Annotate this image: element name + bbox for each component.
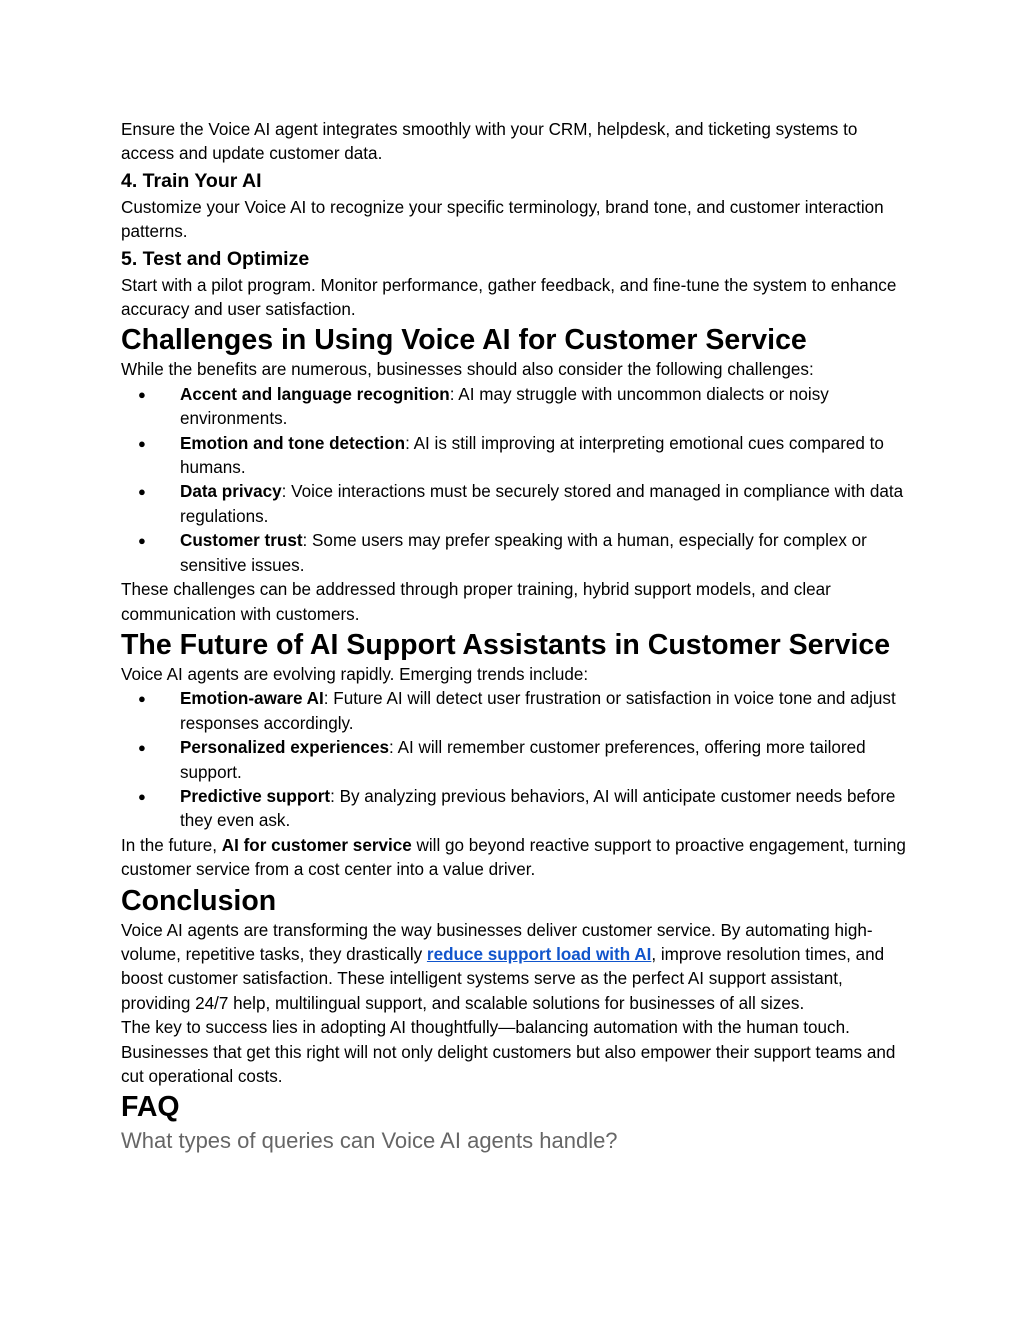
list-item-bold: Personalized experiences — [180, 738, 390, 758]
future-outro-start: In the future, — [121, 835, 222, 855]
challenges-heading: Challenges in Using Voice AI for Customer Service — [121, 324, 807, 357]
list-item-bold: Emotion and tone detection — [180, 433, 406, 453]
list-item-text: : AI is still improving at interpreting emotional cues compared to humans. — [180, 433, 884, 478]
challenges-list — [121, 383, 911, 578]
bullet-icon: ● — [138, 386, 146, 402]
bullet-icon: ● — [138, 533, 146, 549]
future-outro-end: will go beyond reactive support to proactive engagement, turning customer service from a cost center into a value driver. — [121, 835, 906, 880]
challenges-outro: These challenges can be addressed through proper training, hybrid support models, and clear communication with customers. — [121, 580, 831, 624]
list-item-text: : Voice interactions must be securely stored and managed in compliance with data regulations. — [180, 482, 904, 526]
future-outro-bold: AI for customer service — [221, 835, 412, 855]
list-item — [121, 687, 911, 736]
list-item-bold: Data privacy — [180, 482, 282, 502]
faq-question: What types of queries can Voice AI agents handle? — [121, 1128, 618, 1154]
list-item-text: : AI will remember customer preferences, offering more tailored support. — [180, 738, 866, 782]
step4-paragraph: Customize your Voice AI to recognize your specific terminology, brand tone, and customer interaction patterns. — [121, 197, 884, 242]
intro-paragraph: Ensure the Voice AI agent integrates smoothly with your CRM, helpdesk, and ticketing systems to access and update customer data. — [121, 120, 858, 164]
bullet-icon: ● — [138, 484, 146, 500]
list-item-bold: Accent and language recognition — [180, 384, 450, 404]
list-item-text: : By analyzing previous behaviors, AI will anticipate customer needs before they even ask. — [180, 786, 896, 831]
step5-heading: 5. Test and Optimize — [121, 247, 310, 270]
bullet-icon: ● — [138, 435, 146, 451]
list-item — [121, 529, 911, 578]
future-heading: The Future of AI Support Assistants in Customer Service — [121, 628, 891, 661]
step4-heading: 4. Train Your AI — [121, 169, 262, 192]
list-item — [121, 383, 911, 432]
future-outro — [121, 834, 911, 883]
bullet-icon: ● — [138, 788, 146, 804]
conclusion-p1-start: Voice AI agents are transforming the way businesses deliver customer service. By automating high-volume, repetitive tasks, they drastically — [121, 920, 873, 964]
conclusion-paragraph-1 — [121, 919, 911, 1017]
challenges-intro: While the benefits are numerous, businesses should also consider the following challenges: — [121, 360, 814, 380]
list-item — [121, 736, 911, 785]
bullet-icon: ● — [138, 691, 146, 707]
step5-paragraph: Start with a pilot program. Monitor performance, gather feedback, and fine-tune the system to enhance accuracy and user satisfaction. — [121, 275, 897, 320]
document-page — [121, 118, 911, 1157]
conclusion-paragraph-2: The key to success lies in adopting AI thoughtfully—balancing automation with the human touch. Businesses that get this right will not only delight customers but also empower their support teams and cut operational costs. — [121, 1018, 896, 1086]
list-item-text: : AI may struggle with uncommon dialects or noisy environments. — [180, 384, 829, 429]
list-item — [121, 785, 911, 834]
bullet-icon: ● — [138, 740, 146, 756]
list-item-text: : Some users may prefer speaking with a human, especially for complex or sensitive issues. — [180, 531, 867, 575]
list-item-bold: Emotion-aware AI — [180, 689, 324, 709]
list-item — [121, 432, 911, 481]
list-item-bold: Customer trust — [180, 531, 303, 551]
future-list — [121, 687, 911, 833]
list-item-bold: Predictive support — [180, 786, 331, 806]
conclusion-heading: Conclusion — [121, 884, 277, 917]
future-intro: Voice AI agents are evolving rapidly. Emerging trends include: — [121, 664, 589, 684]
conclusion-p1-end: , improve resolution times, and boost customer satisfaction. These intelligent systems serve as the perfect AI support assistant, providing 24/7 help, multilingual support, and scalable solutions for businesses of all sizes. — [121, 944, 885, 1013]
reduce-support-load-link[interactable]: reduce support load with AI — [426, 944, 652, 964]
faq-heading: FAQ — [121, 1091, 180, 1124]
list-item — [121, 480, 911, 529]
list-item-text: : Future AI will detect user frustration or satisfaction in voice tone and adjust responses accordingly. — [180, 689, 896, 733]
